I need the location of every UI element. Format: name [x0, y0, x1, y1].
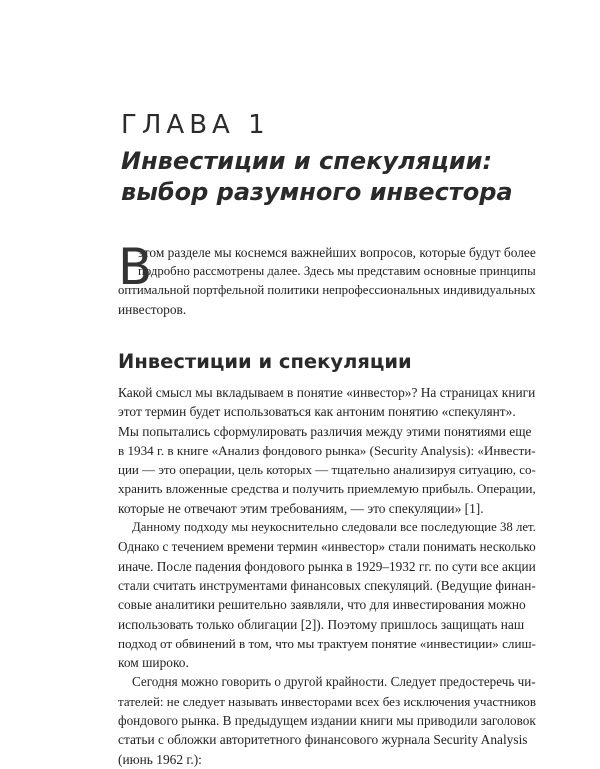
- text-line: Мы попытались сформулировать различия между этими понятиями еще: [118, 423, 532, 439]
- text-line: использовать только облигации [2]). Поэтому пришлось защищать наш: [118, 616, 525, 632]
- text-line: ции — это операции, цель которых — тщательно анализируя ситуацию, со-: [118, 462, 536, 478]
- text-line: которые не отвечают этим требованиям, — это спекуляции» [1].: [118, 500, 484, 516]
- text-line: Сегодня можно говорить о другой крайности. Следует предостеречь чи-: [132, 674, 536, 690]
- text-line: иначе. После падения фондового рынка в 1929–1932 гг. по сути все акции: [118, 558, 536, 574]
- text-line: Данному подходу мы неукоснительно следовали все последующие 38 лет.: [132, 520, 536, 535]
- paragraph-3: [118, 672, 538, 768]
- chapter-title-line: выбор разумного инвестора: [121, 178, 513, 206]
- text-line: стали считать инструментами финансовых спекуляций. (Ведущие финан-: [118, 577, 536, 593]
- intro-paragraph: [118, 238, 538, 319]
- paragraph-2: [118, 518, 538, 672]
- text-line: совые аналитики решительно заявляли, что для инвестирования можно: [118, 597, 526, 613]
- intro-line: оптимальной портфельной политики непрофессиональных индивидуальных: [118, 283, 536, 297]
- text-line: ком широко.: [118, 655, 189, 671]
- text-line: статьи с обложки авторитетного финансового журнала Security Analysis: [118, 732, 528, 748]
- intro-line: подробно рассмотрены далее. Здесь мы представим основные принципы: [138, 264, 536, 278]
- text-line: подход от обвинений в том, что мы трактуем понятие «инвестиции» слиш-: [118, 635, 536, 651]
- intro-line: этом разделе мы коснемся важнейших вопросов, которые будут более: [138, 245, 536, 260]
- paragraph-1: [118, 383, 538, 518]
- body-text: [118, 383, 538, 769]
- chapter-label: ГЛАВА 1: [121, 110, 270, 140]
- intro-line: инвесторов.: [118, 302, 187, 317]
- chapter-title-line: Инвестиции и спекуляции:: [121, 147, 493, 175]
- text-line: фондового рынка. В предыдущем издании книги мы приводили заголовок: [118, 713, 536, 729]
- text-line: этот термин будет использоваться как антоним понятию «спекулянт».: [118, 404, 516, 420]
- drop-cap: В: [118, 238, 153, 296]
- section-heading: Инвестиции и спекуляции: [118, 350, 412, 373]
- text-line: Какой смысл мы вкладываем в понятие «инвестор»? На страницах книги: [118, 385, 536, 400]
- text-line: тателей: не следует называть инвесторами всех без исключения участников: [118, 693, 536, 709]
- chapter-title: [121, 146, 541, 208]
- text-line: Однако с течением времени термин «инвестор» стали понимать несколько: [118, 539, 536, 555]
- text-line: хранить вложенные средства и получить приемлемую прибыль. Операции,: [118, 481, 536, 497]
- text-line: в 1934 г. в книге «Анализ фондового рынка» (Security Analysis): «Инвести-: [118, 442, 536, 458]
- text-line: (июнь 1962 г.):: [118, 751, 202, 767]
